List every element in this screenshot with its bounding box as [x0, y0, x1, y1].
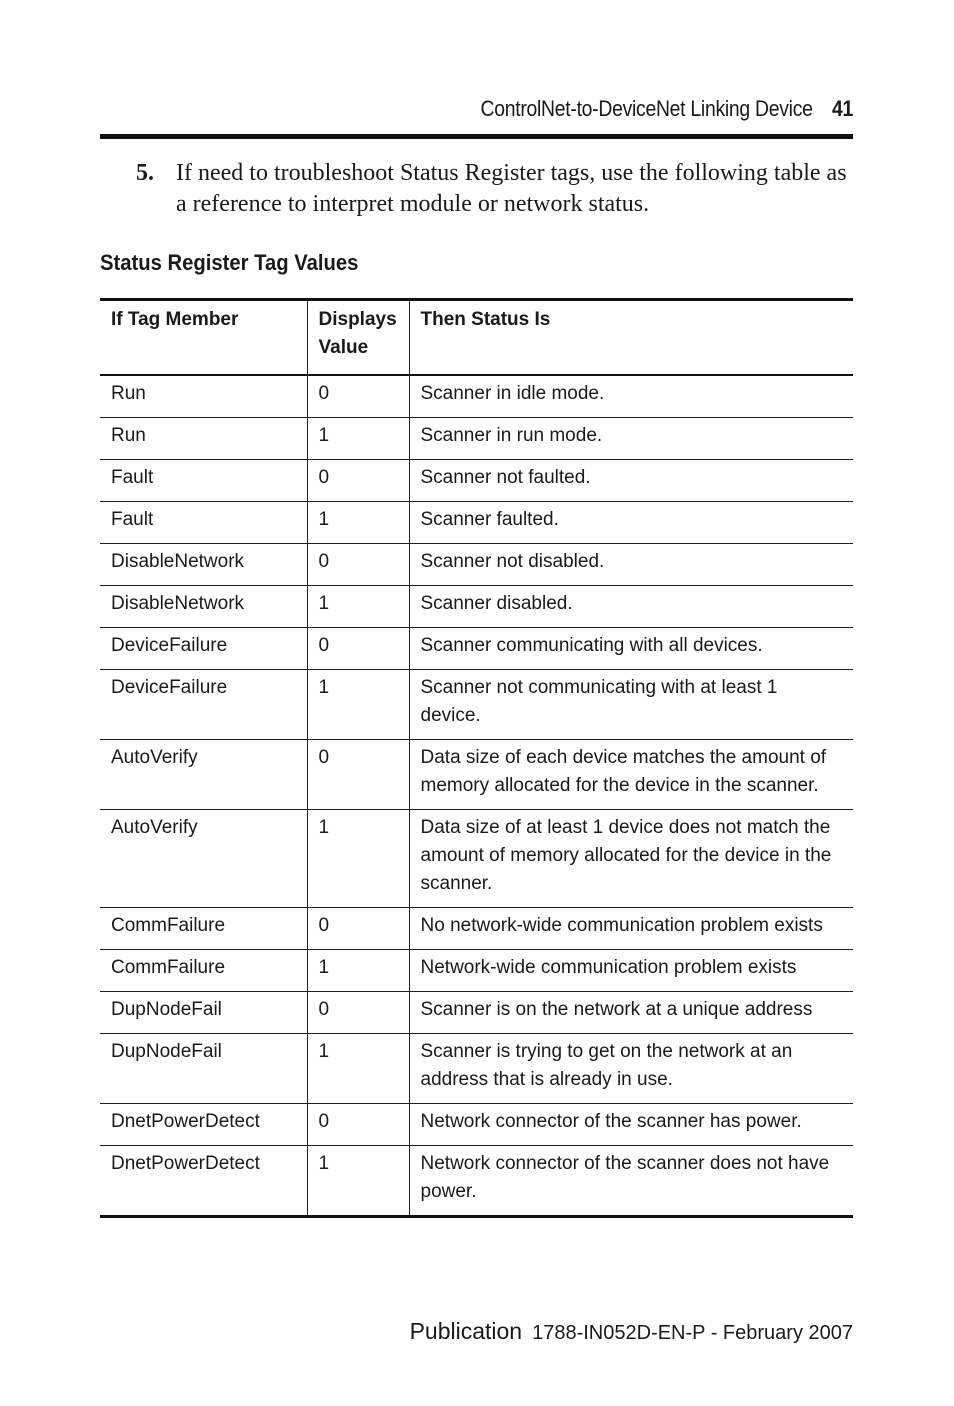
tag-member-cell: Run — [100, 418, 307, 460]
status-cell: Data size of at least 1 device does not match the amount of memory allocated for the device in the scanner. — [409, 810, 853, 908]
running-title: ControlNet-to-DeviceNet Linking Device — [480, 96, 813, 121]
tag-member-cell: DnetPowerDetect — [100, 1104, 307, 1146]
value-cell: 0 — [307, 375, 409, 418]
value-cell: 1 — [307, 586, 409, 628]
table-row — [100, 544, 853, 586]
footer-label: Publication — [409, 1318, 523, 1344]
table-row — [100, 628, 853, 670]
value-cell: 0 — [307, 460, 409, 502]
tag-member-cell: DisableNetwork — [100, 586, 307, 628]
status-cell: Data size of each device matches the amount of memory allocated for the device in the scanner. — [409, 740, 853, 810]
table-row — [100, 418, 853, 460]
status-cell: Network connector of the scanner has power. — [409, 1104, 853, 1146]
status-cell: Scanner not disabled. — [409, 544, 853, 586]
tag-member-cell: DeviceFailure — [100, 628, 307, 670]
status-cell: Scanner disabled. — [409, 586, 853, 628]
table-row — [100, 992, 853, 1034]
table-row — [100, 908, 853, 950]
table-row — [100, 460, 853, 502]
page-number: 41 — [831, 96, 853, 121]
status-cell: Network-wide communication problem exists — [409, 950, 853, 992]
value-cell: 0 — [307, 1104, 409, 1146]
tag-member-cell: Run — [100, 375, 307, 418]
tag-member-cell: AutoVerify — [100, 740, 307, 810]
table-row — [100, 586, 853, 628]
tag-member-cell: CommFailure — [100, 950, 307, 992]
tag-member-cell: DnetPowerDetect — [100, 1146, 307, 1217]
table-row — [100, 1146, 853, 1217]
table-header-row — [100, 300, 853, 376]
tag-member-cell: Fault — [100, 502, 307, 544]
status-cell: No network-wide communication problem exists — [409, 908, 853, 950]
value-cell: 1 — [307, 502, 409, 544]
table-row — [100, 1034, 853, 1104]
value-cell: 1 — [307, 418, 409, 460]
status-register-table — [100, 298, 853, 1218]
status-cell: Scanner communicating with all devices. — [409, 628, 853, 670]
value-cell: 0 — [307, 628, 409, 670]
column-header-tag-member: If Tag Member — [100, 300, 307, 376]
table-row — [100, 502, 853, 544]
value-cell: 0 — [307, 544, 409, 586]
publication-id: 1788-IN052D-EN-P - February 2007 — [532, 1322, 853, 1344]
table-row — [100, 740, 853, 810]
status-cell: Network connector of the scanner does not have power. — [409, 1146, 853, 1217]
column-header-status: Then Status Is — [409, 300, 853, 376]
column-header-displays-value: Displays Value — [307, 300, 409, 376]
tag-member-cell: DupNodeFail — [100, 1034, 307, 1104]
tag-member-cell: DisableNetwork — [100, 544, 307, 586]
publication-footer — [410, 1318, 853, 1345]
status-cell: Scanner is trying to get on the network at an address that is already in use. — [409, 1034, 853, 1104]
table-row — [100, 950, 853, 992]
value-cell: 1 — [307, 810, 409, 908]
status-cell: Scanner in run mode. — [409, 418, 853, 460]
status-cell: Scanner is on the network at a unique address — [409, 992, 853, 1034]
value-cell: 1 — [307, 1146, 409, 1217]
table-row — [100, 1104, 853, 1146]
status-cell: Scanner faulted. — [409, 502, 853, 544]
status-cell: Scanner not communicating with at least 1 device. — [409, 670, 853, 740]
tag-member-cell: CommFailure — [100, 908, 307, 950]
step-text: If need to troubleshoot Status Register tags, use the following table as a reference to interpret module or network status. — [176, 160, 847, 217]
value-cell: 1 — [307, 950, 409, 992]
table-row — [100, 810, 853, 908]
value-cell: 0 — [307, 908, 409, 950]
value-cell: 0 — [307, 740, 409, 810]
page-header — [190, 92, 853, 126]
value-cell: 0 — [307, 992, 409, 1034]
table-body — [100, 375, 853, 1217]
table-row — [100, 670, 853, 740]
step-number: 5. — [136, 160, 154, 186]
header-rule — [100, 134, 853, 139]
tag-member-cell: DeviceFailure — [100, 670, 307, 740]
tag-member-cell: DupNodeFail — [100, 992, 307, 1034]
tag-member-cell: AutoVerify — [100, 810, 307, 908]
tag-member-cell: Fault — [100, 460, 307, 502]
value-cell: 1 — [307, 670, 409, 740]
table-row — [100, 375, 853, 418]
table-title: Status Register Tag Values — [100, 250, 359, 275]
status-cell: Scanner not faulted. — [409, 460, 853, 502]
step-instruction — [136, 158, 853, 220]
value-cell: 1 — [307, 1034, 409, 1104]
status-cell: Scanner in idle mode. — [409, 375, 853, 418]
